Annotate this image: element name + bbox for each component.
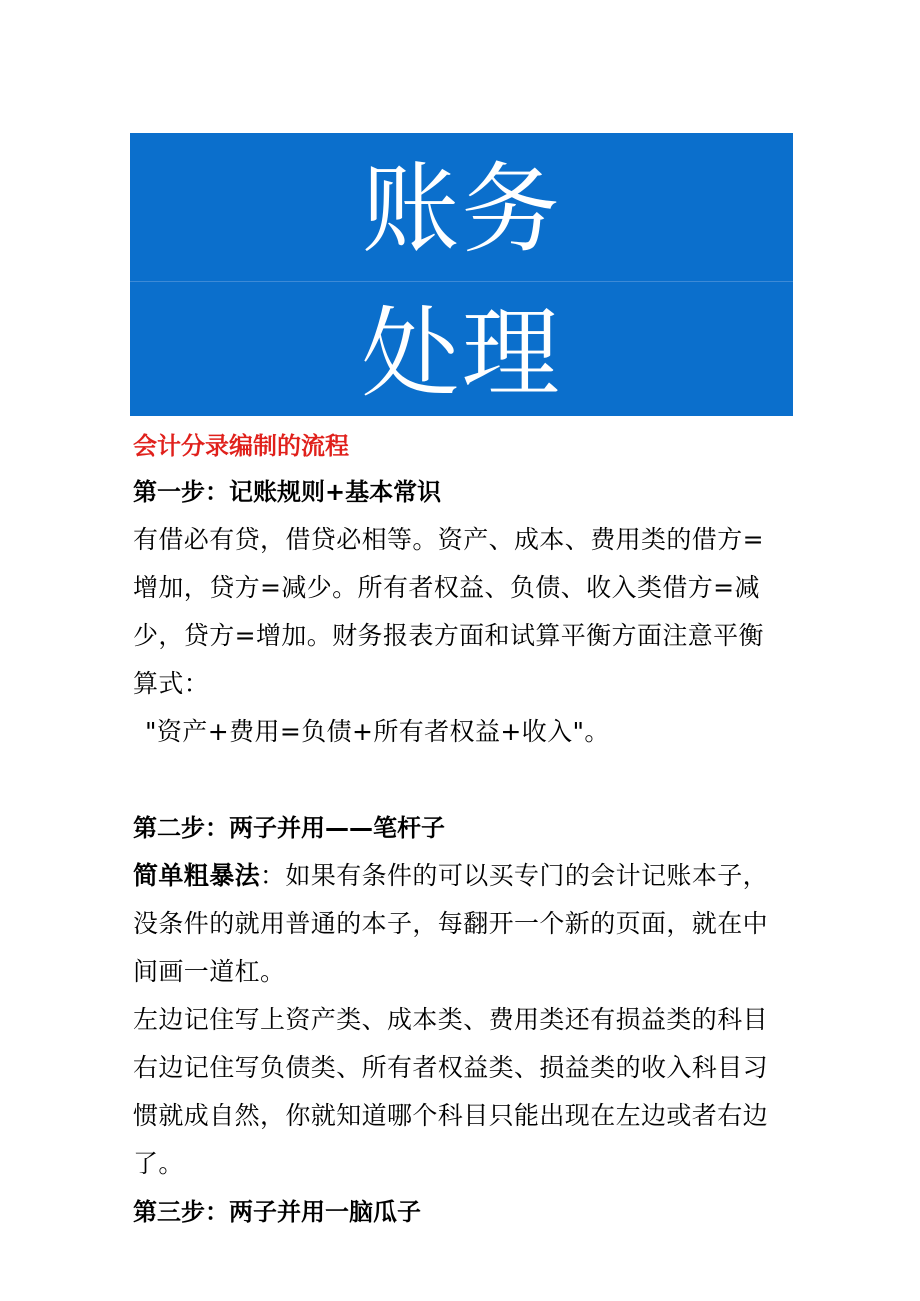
step-1-formula: "资产+费用=负债+所有者权益+收入"。	[145, 717, 610, 746]
banner-title-line-1: 账务	[361, 153, 562, 267]
title-banner	[130, 133, 793, 416]
method-text: ：如果有条件的可以买专门的会计记账本子，没条件的就用普通的本子，每翻开一个新的页面，就在中间画一道杠。	[133, 861, 769, 986]
blank-line	[133, 756, 788, 804]
step-1-heading: 第一步：记账规则+基本常识	[133, 478, 442, 506]
document-body	[133, 424, 788, 1236]
step-2-paragraph-1	[133, 852, 788, 996]
step-2-heading: 第二步：两子并用——笔杆子	[133, 814, 445, 842]
step-3-heading: 第三步：两子并用一脑瓜子	[133, 1198, 421, 1226]
step-1-paragraph: 有借必有贷，借贷必相等。资产、成本、费用类的借方=增加，贷方=减少。所有者权益、负债、收入类借方=减少，贷方=增加。财务报表方面和试算平衡方面注意平衡算式：	[133, 525, 764, 698]
banner-title-line-2: 处理	[361, 297, 562, 411]
method-label: 简单粗暴法	[133, 861, 261, 890]
section-title: 会计分录编制的流程	[133, 432, 349, 460]
step-2-paragraph-2: 左边记住写上资产类、成本类、费用类还有损益类的科目右边记住写负债类、所有者权益类、损益类的收入科目习惯就成自然，你就知道哪个科目只能出现在左边或者右边了。	[133, 1005, 769, 1178]
banner-divider	[130, 281, 793, 282]
